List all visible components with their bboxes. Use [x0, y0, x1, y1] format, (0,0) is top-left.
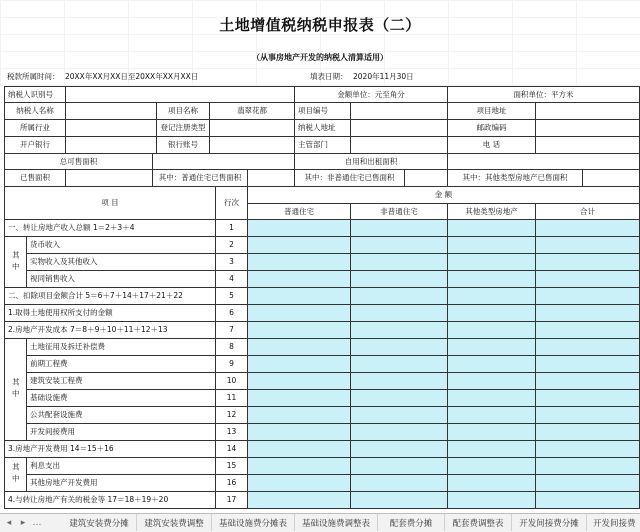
tab-sheet-2[interactable]: 建筑安装费调整: [137, 514, 212, 531]
authority-input[interactable]: [351, 137, 448, 154]
amount-cell-other[interactable]: [448, 424, 536, 441]
amount-cell-ordinary[interactable]: [248, 339, 351, 356]
amount-cell-nonordinary[interactable]: [351, 373, 448, 390]
of-which-label-3: 其中: [4, 458, 27, 492]
amount-cell-total[interactable]: [536, 237, 640, 254]
amount-cell-other[interactable]: [448, 373, 536, 390]
row-number: 5: [216, 288, 248, 305]
amount-cell-total[interactable]: [536, 373, 640, 390]
postcode-label: 邮政编码: [448, 120, 536, 137]
taxpayer-address-input[interactable]: [351, 120, 448, 137]
amount-cell-ordinary[interactable]: [248, 322, 351, 339]
tab-sheet-8[interactable]: 开发间接费: [587, 514, 640, 531]
item-header: 项 目: [4, 187, 216, 220]
row-label: 4.与转让房地产有关的税金等 17＝18＋19＋20: [4, 492, 216, 509]
sold-nonordinary-input[interactable]: [405, 170, 448, 187]
amount-cell-other[interactable]: [448, 407, 536, 424]
amount-cell-ordinary[interactable]: [248, 271, 351, 288]
row-number: 7: [216, 322, 248, 339]
amount-cell-other[interactable]: [448, 458, 536, 475]
row-label: 开发间接费用: [27, 424, 216, 441]
amount-cell-other[interactable]: [448, 322, 536, 339]
amount-cell-ordinary[interactable]: [248, 441, 351, 458]
amount-cell-other[interactable]: [448, 356, 536, 373]
amount-cell-total[interactable]: [536, 356, 640, 373]
project-no-label: 项目编号: [295, 103, 351, 120]
amount-cell-total[interactable]: [536, 288, 640, 305]
project-address-input[interactable]: [536, 103, 640, 120]
row-label: 一、转让房地产收入总额 1＝2＋3＋4: [4, 220, 216, 237]
amount-cell-other[interactable]: [448, 492, 536, 509]
amount-cell-other[interactable]: [448, 254, 536, 271]
amount-cell-total[interactable]: [536, 305, 640, 322]
amount-cell-other[interactable]: [448, 271, 536, 288]
amount-unit: 金额单位：元至角分: [295, 86, 448, 103]
col-ordinary: 普通住宅: [248, 204, 351, 220]
row-number: 14: [216, 441, 248, 458]
amount-cell-ordinary[interactable]: [248, 254, 351, 271]
row-label: 土地征用及拆迁补偿费: [27, 339, 216, 356]
authority-label: 主管部门: [295, 137, 351, 154]
amount-cell-nonordinary[interactable]: [351, 492, 448, 509]
amount-cell-nonordinary[interactable]: [351, 305, 448, 322]
amount-cell-other[interactable]: [448, 237, 536, 254]
row-number: 4: [216, 271, 248, 288]
amount-cell-nonordinary[interactable]: [351, 288, 448, 305]
amount-cell-ordinary[interactable]: [248, 475, 351, 492]
row-number: 1: [216, 220, 248, 237]
industry-input[interactable]: [66, 120, 157, 137]
row-label: 二、扣除项目金额合计 5＝6＋7＋14＋17＋21＋22: [4, 288, 216, 305]
amount-cell-nonordinary[interactable]: [351, 390, 448, 407]
amount-cell-nonordinary[interactable]: [351, 475, 448, 492]
col-other: 其他类型房地产: [448, 204, 536, 220]
total-area-label: 总可售面积: [4, 154, 153, 170]
row-number: 12: [216, 407, 248, 424]
row-number: 6: [216, 305, 248, 322]
amount-cell-ordinary[interactable]: [248, 356, 351, 373]
tab-sheet-7[interactable]: 开发间接费分摊: [512, 514, 587, 531]
amount-cell-ordinary[interactable]: [248, 407, 351, 424]
sold-other-label: 其中：其他类型房地产已售面积: [448, 170, 583, 187]
amount-cell-nonordinary[interactable]: [351, 458, 448, 475]
amount-cell-nonordinary[interactable]: [351, 322, 448, 339]
amount-cell-total[interactable]: [536, 254, 640, 271]
sold-ordinary-label: 其中：普通住宅已售面积: [153, 170, 248, 187]
industry-label: 所属行业: [4, 120, 66, 137]
row-header: 行次: [216, 187, 248, 220]
amount-cell-total[interactable]: [536, 322, 640, 339]
tab-more-icon[interactable]: …: [32, 517, 42, 528]
amount-cell-nonordinary[interactable]: [351, 254, 448, 271]
amount-cell-ordinary[interactable]: [248, 305, 351, 322]
row-label: 基础设施费: [27, 390, 216, 407]
row-label: 1.取得土地使用权所支付的金额: [4, 305, 216, 322]
of-which-label-1: 其中: [4, 237, 27, 288]
sheet-tab-bar: [0, 513, 640, 532]
amount-cell-ordinary[interactable]: [248, 288, 351, 305]
amount-cell-nonordinary[interactable]: [351, 237, 448, 254]
taxpayer-id-input[interactable]: [66, 86, 295, 103]
amount-header: 金 额: [248, 187, 640, 204]
row-number: 3: [216, 254, 248, 271]
tab-sheet-4[interactable]: 基础设施费调整表: [295, 514, 378, 531]
sold-area-input[interactable]: [66, 170, 153, 187]
amount-cell-ordinary[interactable]: [248, 424, 351, 441]
amount-cell-total[interactable]: [536, 339, 640, 356]
amount-cell-total[interactable]: [536, 407, 640, 424]
amount-cell-ordinary[interactable]: [248, 373, 351, 390]
total-area-input[interactable]: [153, 154, 295, 170]
tab-sheet-6[interactable]: 配套费调整表: [445, 514, 512, 531]
tab-sheet-5[interactable]: 配套费分摊: [378, 514, 445, 531]
amount-cell-other[interactable]: [448, 305, 536, 322]
bank-label: 开户银行: [4, 137, 66, 154]
amount-cell-nonordinary[interactable]: [351, 424, 448, 441]
amount-cell-other[interactable]: [448, 339, 536, 356]
amount-cell-total[interactable]: [536, 220, 640, 237]
bank-account-label: 银行账号: [157, 137, 210, 154]
taxpayer-name-input[interactable]: [66, 103, 157, 120]
fill-date-value[interactable]: 2020年11月30日: [353, 71, 414, 81]
row-number: 13: [216, 424, 248, 441]
amount-cell-ordinary[interactable]: [248, 237, 351, 254]
of-which-label-2: 其中: [4, 339, 27, 441]
sold-area-label: 已售面积: [4, 170, 66, 187]
row-label: 前期工程费: [27, 356, 216, 373]
project-address-label: 项目地址: [448, 103, 536, 120]
form-title: 土地增值税纳税申报表（二）: [219, 16, 421, 34]
row-number: 2: [216, 237, 248, 254]
row-label: 实物收入及其他收入: [27, 254, 216, 271]
project-name-label: 项目名称: [157, 103, 210, 120]
row-label: 公共配套设施费: [27, 407, 216, 424]
tab-sheet-1[interactable]: 建筑安装费分摊: [62, 514, 137, 531]
tab-sheet-3[interactable]: 基础设施费分摊表: [212, 514, 295, 531]
sold-nonordinary-label: 其中：非普通住宅已售面积: [295, 170, 405, 187]
amount-cell-other[interactable]: [448, 441, 536, 458]
project-name-value[interactable]: 翡翠花都: [210, 103, 295, 120]
amount-cell-ordinary[interactable]: [248, 492, 351, 509]
amount-cell-total[interactable]: [536, 271, 640, 288]
amount-cell-total[interactable]: [536, 441, 640, 458]
taxpayer-address-label: 纳税人地址: [295, 120, 351, 137]
amount-cell-total[interactable]: [536, 424, 640, 441]
amount-cell-nonordinary[interactable]: [351, 339, 448, 356]
row-number: 17: [216, 492, 248, 509]
col-nonordinary: 非普通住宅: [351, 204, 448, 220]
row-label: 视同销售收入: [27, 271, 216, 288]
self-use-input[interactable]: [448, 154, 640, 170]
row-label: 利息支出: [27, 458, 216, 475]
amount-cell-nonordinary[interactable]: [351, 271, 448, 288]
row-number: 15: [216, 458, 248, 475]
amount-cell-other[interactable]: [448, 288, 536, 305]
col-total: 合计: [536, 204, 640, 220]
amount-cell-total[interactable]: [536, 492, 640, 509]
period-value[interactable]: 20XX年XX月XX日至20XX年XX月XX日: [65, 71, 199, 81]
row-number: 8: [216, 339, 248, 356]
form-subtitle: （从事房地产开发的纳税人清算适用）: [252, 53, 388, 62]
taxpayer-id-label: 纳税人识别号: [4, 86, 66, 103]
taxpayer-name-label: 纳税人名称: [4, 103, 66, 120]
amount-cell-ordinary[interactable]: [248, 390, 351, 407]
row-label: 2.房地产开发成本 7＝8＋9＋10＋11＋12＋13: [4, 322, 216, 339]
sold-other-input[interactable]: [583, 170, 640, 187]
row-number: 11: [216, 390, 248, 407]
registration-type-label: 登记注册类型: [157, 120, 210, 137]
row-label: 建筑安装工程费: [27, 373, 216, 390]
row-number: 16: [216, 475, 248, 492]
amount-cell-nonordinary[interactable]: [351, 441, 448, 458]
amount-cell-nonordinary[interactable]: [351, 220, 448, 237]
amount-cell-total[interactable]: [536, 390, 640, 407]
amount-cell-other[interactable]: [448, 220, 536, 237]
tab-scroll-left-icon[interactable]: ◂: [6, 517, 12, 528]
fill-date-label: 填表日期：: [310, 71, 348, 81]
row-number: 9: [216, 356, 248, 373]
period-label: 税款所属时间：: [7, 71, 60, 81]
self-use-label: 自用和出租面积: [295, 154, 448, 170]
row-label: 货币收入: [27, 237, 216, 254]
row-label: 其他房地产开发费用: [27, 475, 216, 492]
amount-cell-total[interactable]: [536, 475, 640, 492]
amount-cell-ordinary[interactable]: [248, 220, 351, 237]
bank-input[interactable]: [66, 137, 157, 154]
amount-cell-other[interactable]: [448, 390, 536, 407]
tab-scroll-right-icon[interactable]: ▸: [20, 517, 26, 528]
phone-label: 电 话: [448, 137, 536, 154]
bank-account-input[interactable]: [210, 137, 295, 154]
area-unit: 面积单位：平方米: [448, 86, 640, 103]
row-label: 3.房地产开发费用 14＝15＋16: [4, 441, 216, 458]
amount-cell-nonordinary[interactable]: [351, 407, 448, 424]
amount-cell-other[interactable]: [448, 475, 536, 492]
sold-ordinary-input[interactable]: [248, 170, 295, 187]
amount-cell-nonordinary[interactable]: [351, 356, 448, 373]
registration-type-input[interactable]: [210, 120, 295, 137]
phone-input[interactable]: [536, 137, 640, 154]
amount-cell-ordinary[interactable]: [248, 458, 351, 475]
postcode-input[interactable]: [536, 120, 640, 137]
amount-cell-total[interactable]: [536, 458, 640, 475]
project-no-input[interactable]: [351, 103, 448, 120]
row-number: 10: [216, 373, 248, 390]
